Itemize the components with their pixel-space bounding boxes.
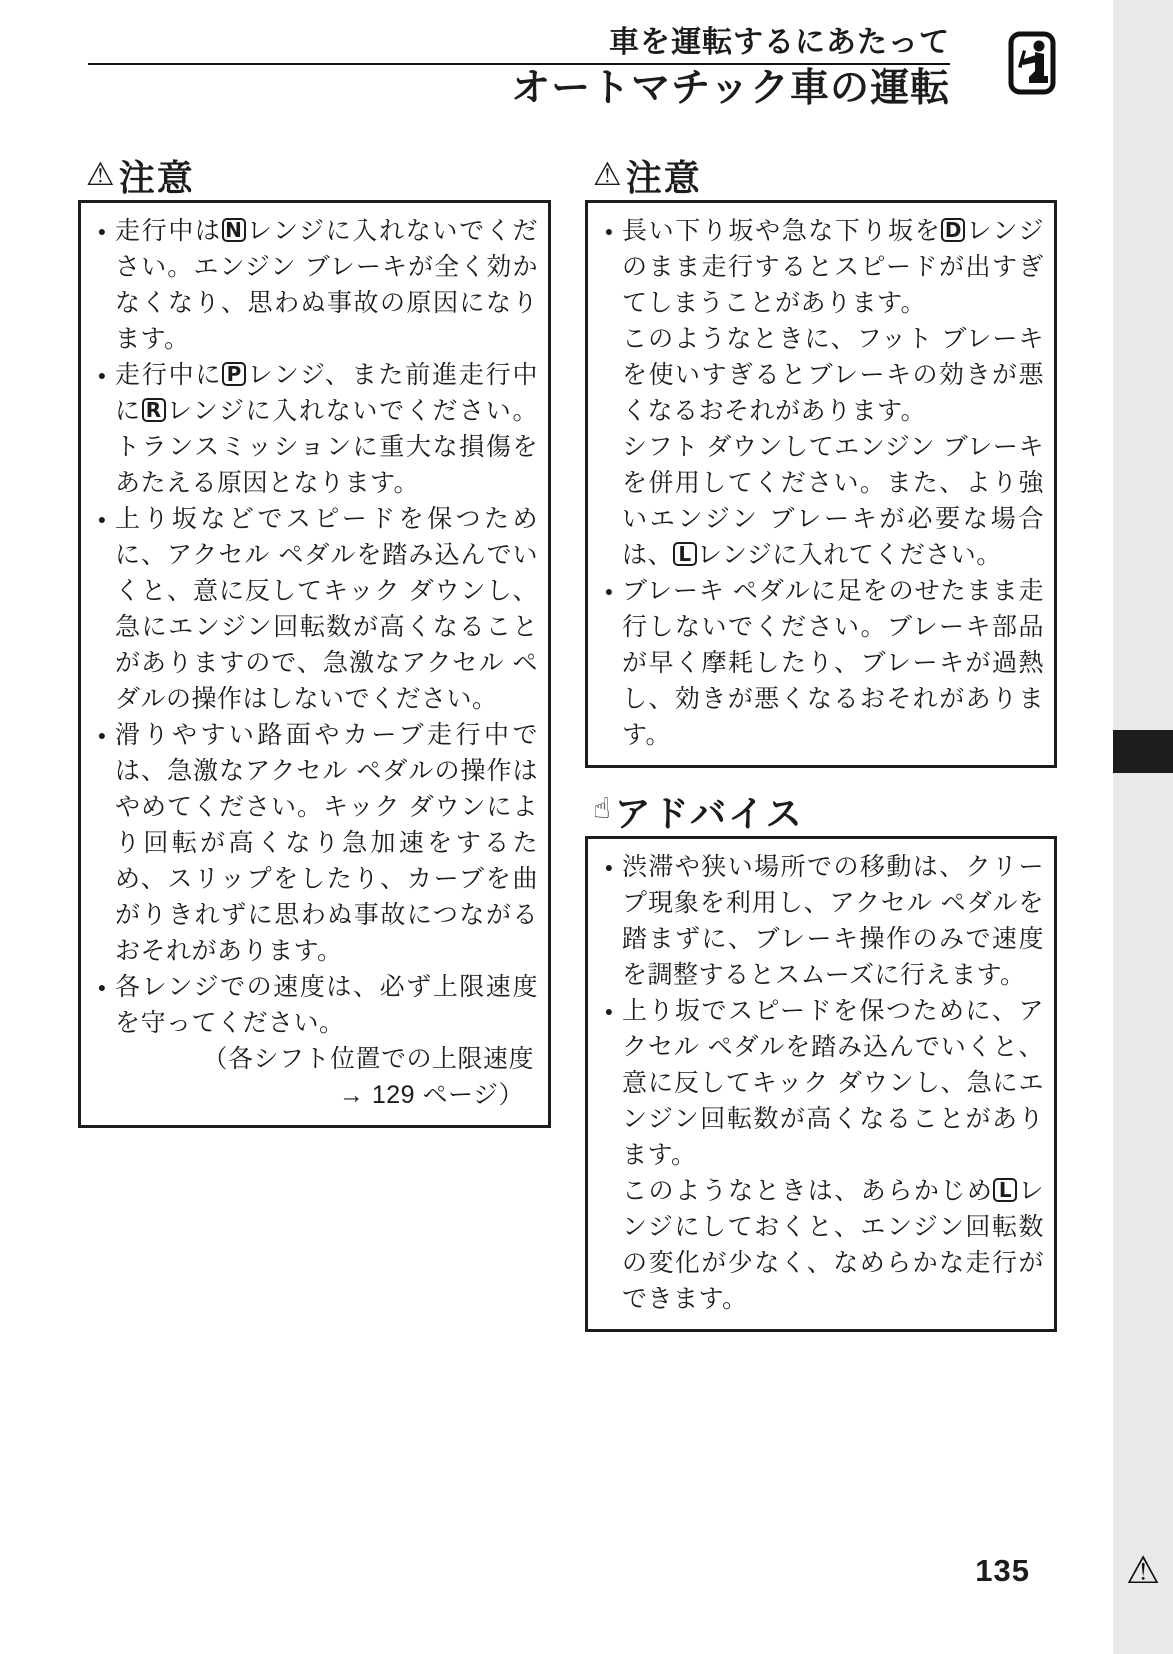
advice-heading-label: アドバイス bbox=[614, 792, 804, 834]
warning-triangle-icon: ⚠ bbox=[593, 156, 622, 192]
bullet-icon: ● bbox=[97, 511, 107, 527]
bullet-text: 走行中に P レンジ、また前進走行中に R レンジに入れないでください。トランスミッションに重大な損傷をあたえる原因となります。 bbox=[115, 361, 538, 497]
advice-box bbox=[585, 836, 1057, 1332]
caution-box-left bbox=[78, 200, 551, 1128]
list-item bbox=[596, 849, 1044, 993]
bullet-text: ブレーキ ペダルに足をのせたまま走行しないでください。ブレーキ部品が早く摩耗したり、ブレーキが過熱し、効きが悪くなるおそれがあります。 bbox=[622, 577, 1044, 749]
caution-heading-label: 注意 bbox=[118, 156, 195, 198]
page-edge-strip bbox=[1113, 0, 1173, 1654]
shift-range-key: L bbox=[673, 542, 697, 566]
cross-reference-line2: → 129 ページ） bbox=[338, 1081, 524, 1109]
bullet-icon: ● bbox=[97, 979, 107, 995]
page-number: 135 bbox=[975, 1553, 1030, 1588]
left-column bbox=[78, 154, 551, 1128]
bullet-icon: ● bbox=[604, 583, 614, 599]
chapter-title: 車を運転するにあたって bbox=[609, 26, 950, 59]
shift-range-key: D bbox=[941, 218, 965, 242]
shift-range-key: R bbox=[142, 398, 166, 422]
list-item bbox=[89, 969, 538, 1041]
list-item bbox=[596, 573, 1044, 753]
bullet-text: 各レンジでの速度は、必ず上限速度を守ってください。 bbox=[115, 973, 538, 1037]
list-item bbox=[596, 213, 1044, 573]
list-item bbox=[89, 213, 538, 357]
shift-range-key: P bbox=[222, 362, 246, 386]
bullet-icon: ● bbox=[97, 223, 107, 239]
section-index-tab bbox=[1113, 730, 1173, 773]
bullet-text: 渋滞や狭い場所での移動は、クリープ現象を利用し、アクセル ペダルを踏まずに、ブレーキ操作のみで速度を調整するとスムーズに行えます。 bbox=[622, 853, 1044, 989]
bullet-text: 滑りやすい路面やカーブ走行中では、急激なアクセル ペダルの操作はやめてください。キック ダウンにより回転が高くなり急加速をするため、スリップをしたり、カーブを曲がりきれずに思わぬ事故につながるおそれがあります。 bbox=[115, 721, 538, 965]
shift-range-key: L bbox=[993, 1178, 1017, 1202]
list-item bbox=[89, 717, 538, 969]
page-title: オートマチック車の運転 bbox=[511, 67, 950, 110]
bullet-icon: ● bbox=[97, 727, 107, 743]
bullet-text: 上り坂でスピードを保つために、アクセル ペダルを踏み込んでいくと、意に反してキック ダウンし、急にエンジン回転数が高くなることがあります。 このようなときは、あらかじめ L レンジにしておくと、エンジン回転数の変化が少なく、なめらかな走行ができます。 bbox=[622, 997, 1044, 1313]
page-header bbox=[78, 26, 950, 111]
list-item bbox=[89, 501, 538, 717]
advice-heading bbox=[585, 790, 1057, 832]
caution-heading-right bbox=[585, 154, 1057, 196]
caution-heading-left bbox=[78, 154, 551, 196]
bullet-icon: ● bbox=[604, 223, 614, 239]
header-divider bbox=[88, 63, 950, 65]
bullet-icon: ● bbox=[604, 1003, 614, 1019]
bullet-text: 長い下り坂や急な下り坂を D レンジのまま走行するとスピードが出すぎてしまうことがあります。 このようなときに、フット ブレーキを使いすぎるとブレーキの効きが悪くなるおそれがあります。 シフト ダウンしてエンジン ブレーキを併用してください。また、より強いエンジン ブレーキが必要な場合は、 L レンジに入れてください。 bbox=[622, 217, 1044, 569]
driver-seated-icon bbox=[1008, 31, 1056, 95]
warning-triangle-icon: ⚠ bbox=[86, 156, 115, 192]
cross-reference-line1: （各シフト位置での上限速度 bbox=[202, 1045, 534, 1073]
bullet-text: 上り坂などでスピードを保つために、アクセル ペダルを踏み込んでいくと、意に反してキック ダウンし、急にエンジン回転数が高くなることがありますので、急激なアクセル ペダルの操作はしないでください。 bbox=[115, 505, 538, 713]
bullet-icon: ● bbox=[97, 367, 107, 383]
caution-list-right bbox=[596, 213, 1044, 753]
footer-warning-icon: ⚠ bbox=[1125, 1550, 1161, 1592]
caution-list-left bbox=[89, 213, 538, 1041]
bullet-icon: ● bbox=[604, 859, 614, 875]
list-item bbox=[596, 993, 1044, 1317]
right-column bbox=[585, 154, 1057, 1332]
pointing-hand-icon: ☝ bbox=[593, 792, 611, 825]
caution-box-right bbox=[585, 200, 1057, 768]
advice-list bbox=[596, 849, 1044, 1317]
list-item bbox=[89, 357, 538, 501]
bullet-text: 走行中は N レンジに入れないでください。エンジン ブレーキが全く効かなくなり、思わぬ事故の原因になります。 bbox=[115, 217, 538, 353]
caution-heading-label: 注意 bbox=[625, 156, 702, 198]
shift-range-key: N bbox=[222, 218, 246, 242]
